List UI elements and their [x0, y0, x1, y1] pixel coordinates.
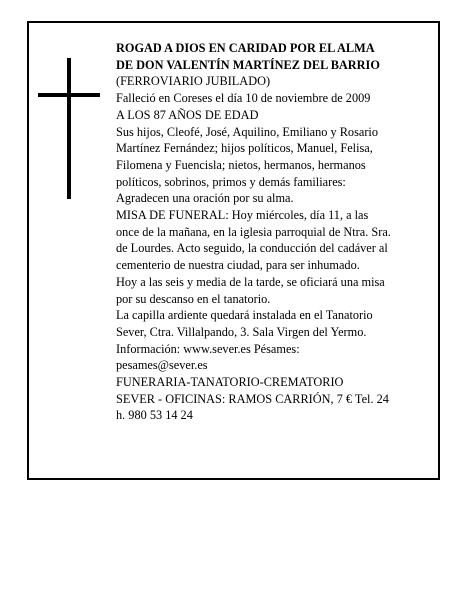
funeral-mass-line-2: once de la mañana, en la iglesia parroquial de Ntra. Sra.	[116, 224, 391, 239]
death-date-line: Falleció en Coreses el día 10 de noviembre de 2009	[116, 91, 371, 106]
heading-line-2: DE DON VALENTÍN MARTÍNEZ DEL BARRIO	[116, 57, 380, 72]
wake-line-1: La capilla ardiente quedará instalada en el Tanatorio	[116, 308, 373, 323]
funeral-mass-line-3: de Lourdes. Acto seguido, la conducción del cadáver al	[116, 241, 388, 256]
wake-line-2: Sever, Ctra. Villalpando, 3. Sala Virgen del Yermo.	[116, 324, 367, 339]
occupation-line: (FERROVIARIO JUBILADO)	[116, 74, 271, 89]
funeral-home-line: FUNERARIA-TANATORIO-CREMATORIO	[116, 375, 344, 390]
funeral-mass-line-4: cementerio de nuestra ciudad, para ser inhumado.	[116, 258, 360, 273]
prayer-request-line: Agradecen una oración por su alma.	[116, 191, 294, 206]
cross-horizontal-bar	[38, 93, 100, 97]
heading-line-1: ROGAD A DIOS EN CARIDAD POR EL ALMA	[116, 41, 375, 55]
offices-line-2: h. 980 53 14 24	[116, 408, 193, 423]
cross-vertical-bar	[67, 58, 71, 199]
obituary-text	[116, 40, 434, 424]
family-line-4: políticos, sobrinos, primos y demás familiares:	[116, 174, 346, 189]
offices-line-1: SEVER - OFICINAS: RAMOS CARRIÓN, 7 € Tel. 24	[116, 391, 389, 406]
evening-mass-line-1: Hoy a las seis y media de la tarde, se oficiará una misa	[116, 274, 385, 289]
family-line-2: Martínez Fernández; hijos políticos, Manuel, Felisa,	[116, 141, 373, 156]
information-line: Información: www.sever.es Pésames:	[116, 341, 300, 356]
obituary-frame	[27, 21, 440, 480]
evening-mass-line-2: por su descanso en el tanatorio.	[116, 291, 271, 306]
family-line-1: Sus hijos, Cleofé, José, Aquilino, Emiliano y Rosario	[116, 124, 378, 139]
funeral-mass-line-1: MISA DE FUNERAL: Hoy miércoles, día 11, a las	[116, 208, 369, 223]
condolences-email-line: pesames@sever.es	[116, 358, 208, 373]
age-line: A LOS 87 AÑOS DE EDAD	[116, 107, 259, 122]
family-line-3: Filomena y Fuencisla; nietos, hermanos, hermanos	[116, 157, 366, 172]
